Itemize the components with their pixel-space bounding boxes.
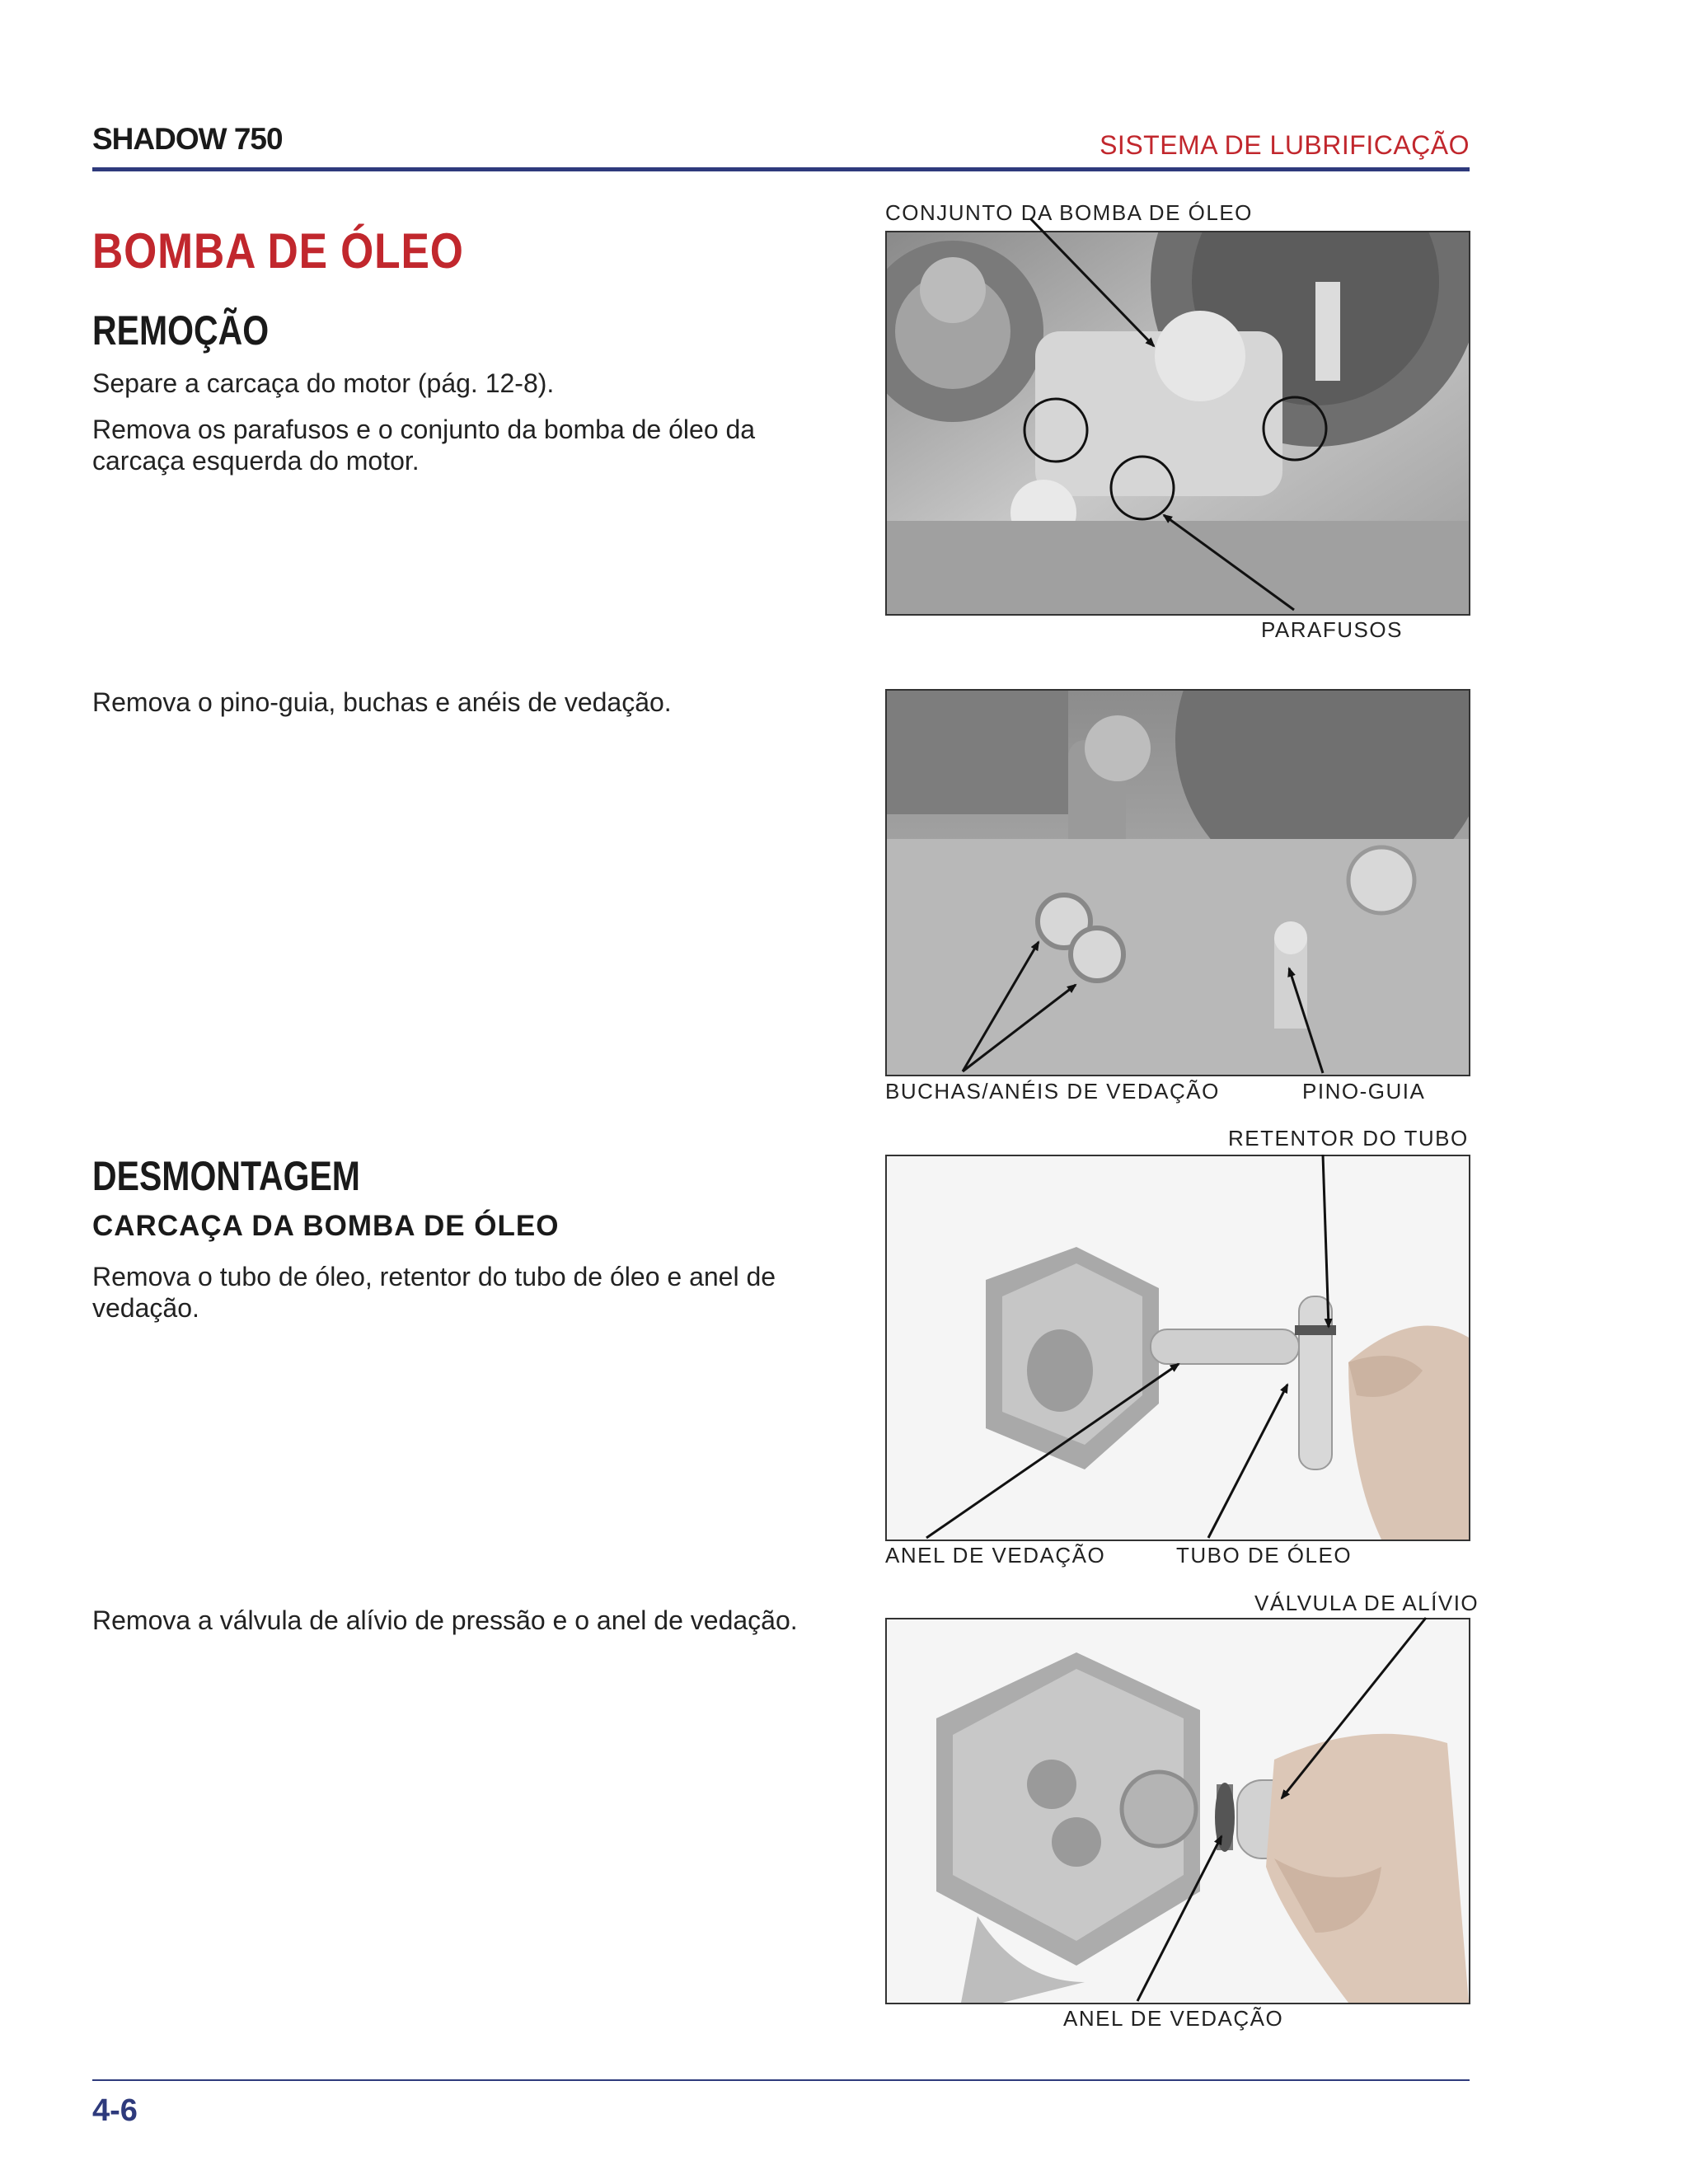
arrow-dowel-pin [1289, 968, 1323, 1073]
fig1-label-pump-assembly: CONJUNTO DA BOMBA DE ÓLEO [885, 200, 1253, 225]
fig3-label-tube-retainer: RETENTOR DO TUBO [1228, 1126, 1469, 1151]
header-model: SHADOW 750 [92, 122, 283, 156]
disassembly-step-1-line-2: vedação. [92, 1293, 199, 1323]
disassembly-subheading: CARCAÇA DA BOMBA DE ÓLEO [92, 1210, 560, 1242]
removal-step-3: Remova o pino-guia, buchas e anéis de vedação. [92, 687, 672, 717]
disassembly-heading: DESMONTAGEM [92, 1153, 360, 1199]
footer-rule [92, 2079, 1470, 2081]
fig3-label-oil-tube: TUBO DE ÓLEO [1176, 1543, 1353, 1568]
fig2-label-dowel-pin: PINO-GUIA [1302, 1079, 1426, 1104]
removal-heading: REMOÇÃO [92, 307, 270, 354]
arrow-relief-valve [1282, 1618, 1426, 1798]
removal-step-2-line-2: carcaça esquerda do motor. [92, 446, 420, 476]
arrow-tube-retainer [1323, 1155, 1329, 1327]
fig2-label-bushings-seals: BUCHAS/ANÉIS DE VEDAÇÃO [885, 1079, 1220, 1104]
arrow-bushing-1 [963, 942, 1039, 1071]
removal-step-2-line-1: Remova os parafusos e o conjunto da bomba de óleo da [92, 415, 756, 444]
arrow-o-ring-tube [926, 1364, 1179, 1538]
page-title: BOMBA DE ÓLEO [92, 223, 464, 279]
arrow-oil-tube [1208, 1385, 1287, 1538]
arrow-o-ring-valve [1137, 1836, 1221, 2001]
fig1-label-bolts: PARAFUSOS [1261, 617, 1403, 642]
fig4-label-o-ring: ANEL DE VEDAÇÃO [1063, 2006, 1284, 2031]
page-number: 4-6 [92, 2093, 138, 2128]
disassembly-step-1-line-1: Remova o tubo de óleo, retentor do tubo de óleo e anel de [92, 1262, 776, 1291]
header-section: SISTEMA DE LUBRIFICAÇÃO [1100, 130, 1470, 160]
removal-step-1: Separe a carcaça do motor (pág. 12-8). [92, 368, 555, 398]
fig3-label-o-ring: ANEL DE VEDAÇÃO [885, 1543, 1106, 1568]
disassembly-step-2: Remova a válvula de alívio de pressão e o anel de vedação. [92, 1605, 798, 1635]
arrow-bolts [1164, 515, 1294, 610]
fig4-label-relief-valve: VÁLVULA DE ALÍVIO [1254, 1591, 1479, 1615]
arrow-bushing-2 [963, 985, 1076, 1071]
arrow-pump-assembly [1030, 218, 1154, 346]
